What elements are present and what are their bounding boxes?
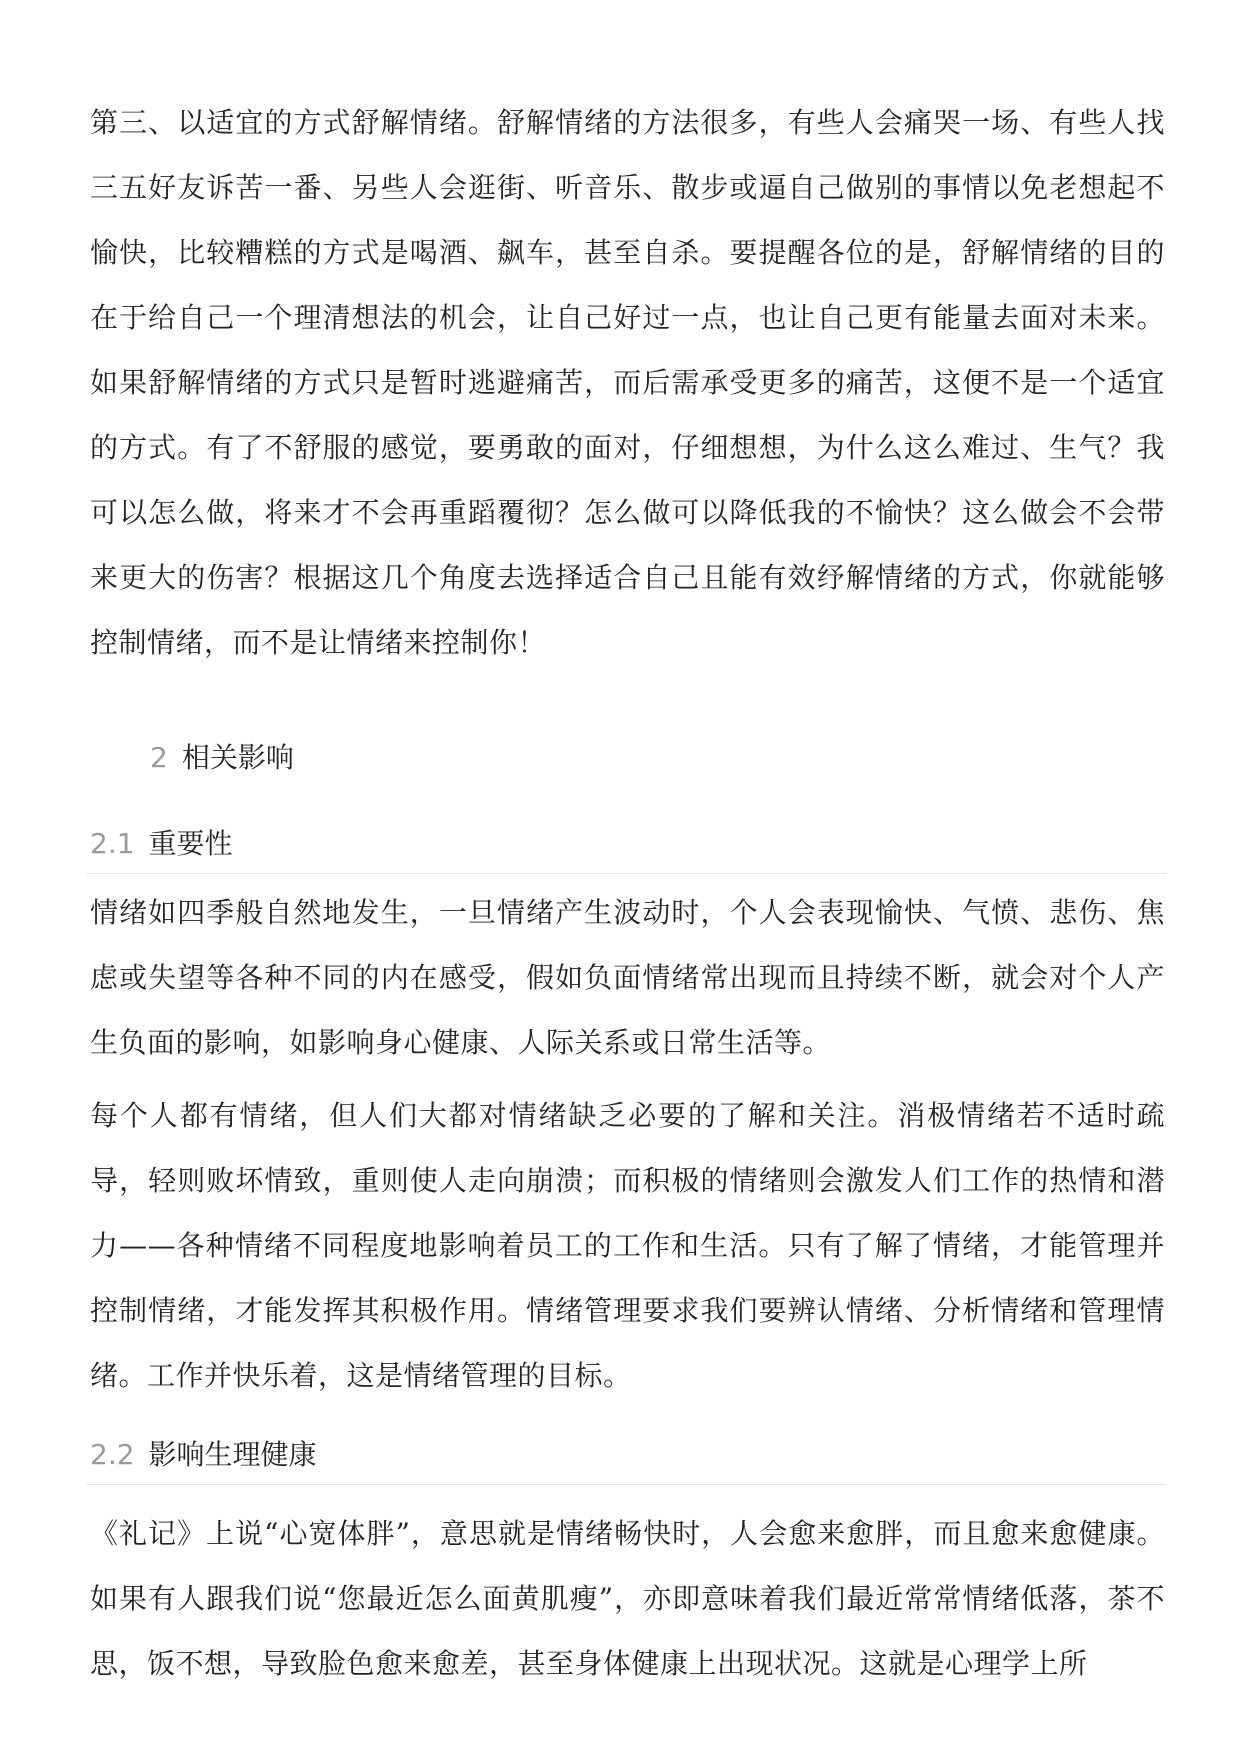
subsection-title: 影响生理健康 [148, 1438, 317, 1471]
subsection-number: 2.1 [90, 827, 135, 860]
section-number: 2 [150, 741, 168, 774]
paragraph-importance-1: 情绪如四季般自然地发生，一旦情绪产生波动时，个人会表现愉快、气愤、悲伤、焦虑或失望等各种不同的内在感受，假如负面情绪常出现而且持续不断，就会对个人产生负面的影响，如影响身心健康、人际关系或日常生活等。 [90, 896, 1165, 1059]
paragraph-importance-2: 每个人都有情绪，但人们大都对情绪缺乏必要的了解和关注。消极情绪若不适时疏导，轻则败坏情致，重则使人走向崩溃；而积极的情绪则会激发人们工作的热情和潜力——各种情绪不同程度地影响着员工的工作和生活。只有了解了情绪，才能管理并控制情绪，才能发挥其积极作用。情绪管理要求我们要辨认情绪、分析情绪和管理情绪。工作并快乐着，这是情绪管理的目标。 [90, 1099, 1165, 1392]
paragraph-emotion-relief: 第三、以适宜的方式舒解情绪。舒解情绪的方法很多，有些人会痛哭一场、有些人找三五好友诉苦一番、另些人会逛街、听音乐、散步或逼自己做别的事情以免老想起不愉快，比较糟糕的方式是喝酒、飙车，甚至自杀。要提醒各位的是，舒解情绪的目的在于给自己一个理清想法的机会，让自己好过一点，也让自己更有能量去面对未来。如果舒解情绪的方式只是暂时逃避痛苦，而后需承受更多的痛苦，这便不是一个适宜的方式。有了不舒服的感觉，要勇敢的面对，仔细想想，为什么这么难过、生气？我可以怎么做，将来才不会再重蹈覆彻？怎么做可以降低我的不愉快？这么做会不会带来更大的伤害？根据这几个角度去选择适合自己且能有效纾解情绪的方式，你就能够控制情绪，而不是让情绪来控制你！ [90, 106, 1165, 659]
paragraph-physical-health-1: 《礼记》上说“心宽体胖”，意思就是情绪畅快时，人会愈来愈胖，而且愈来愈健康。如果有人跟我们说“您最近怎么面黄肌瘦”，亦即意味着我们最近常常情绪低落，茶不思，饭不想，导致脸色愈来愈差，甚至身体健康上出现状况。这就是心理学上所 [90, 1517, 1165, 1680]
heading-divider [86, 1484, 1166, 1485]
heading-divider [86, 873, 1166, 874]
subsection-heading-importance [90, 824, 233, 864]
section-title: 相关影响 [181, 741, 294, 774]
subsection-heading-physical-health [90, 1435, 317, 1475]
subsection-title: 重要性 [148, 827, 233, 860]
subsection-number: 2.2 [90, 1438, 135, 1471]
section-heading-related-impact [150, 738, 294, 778]
